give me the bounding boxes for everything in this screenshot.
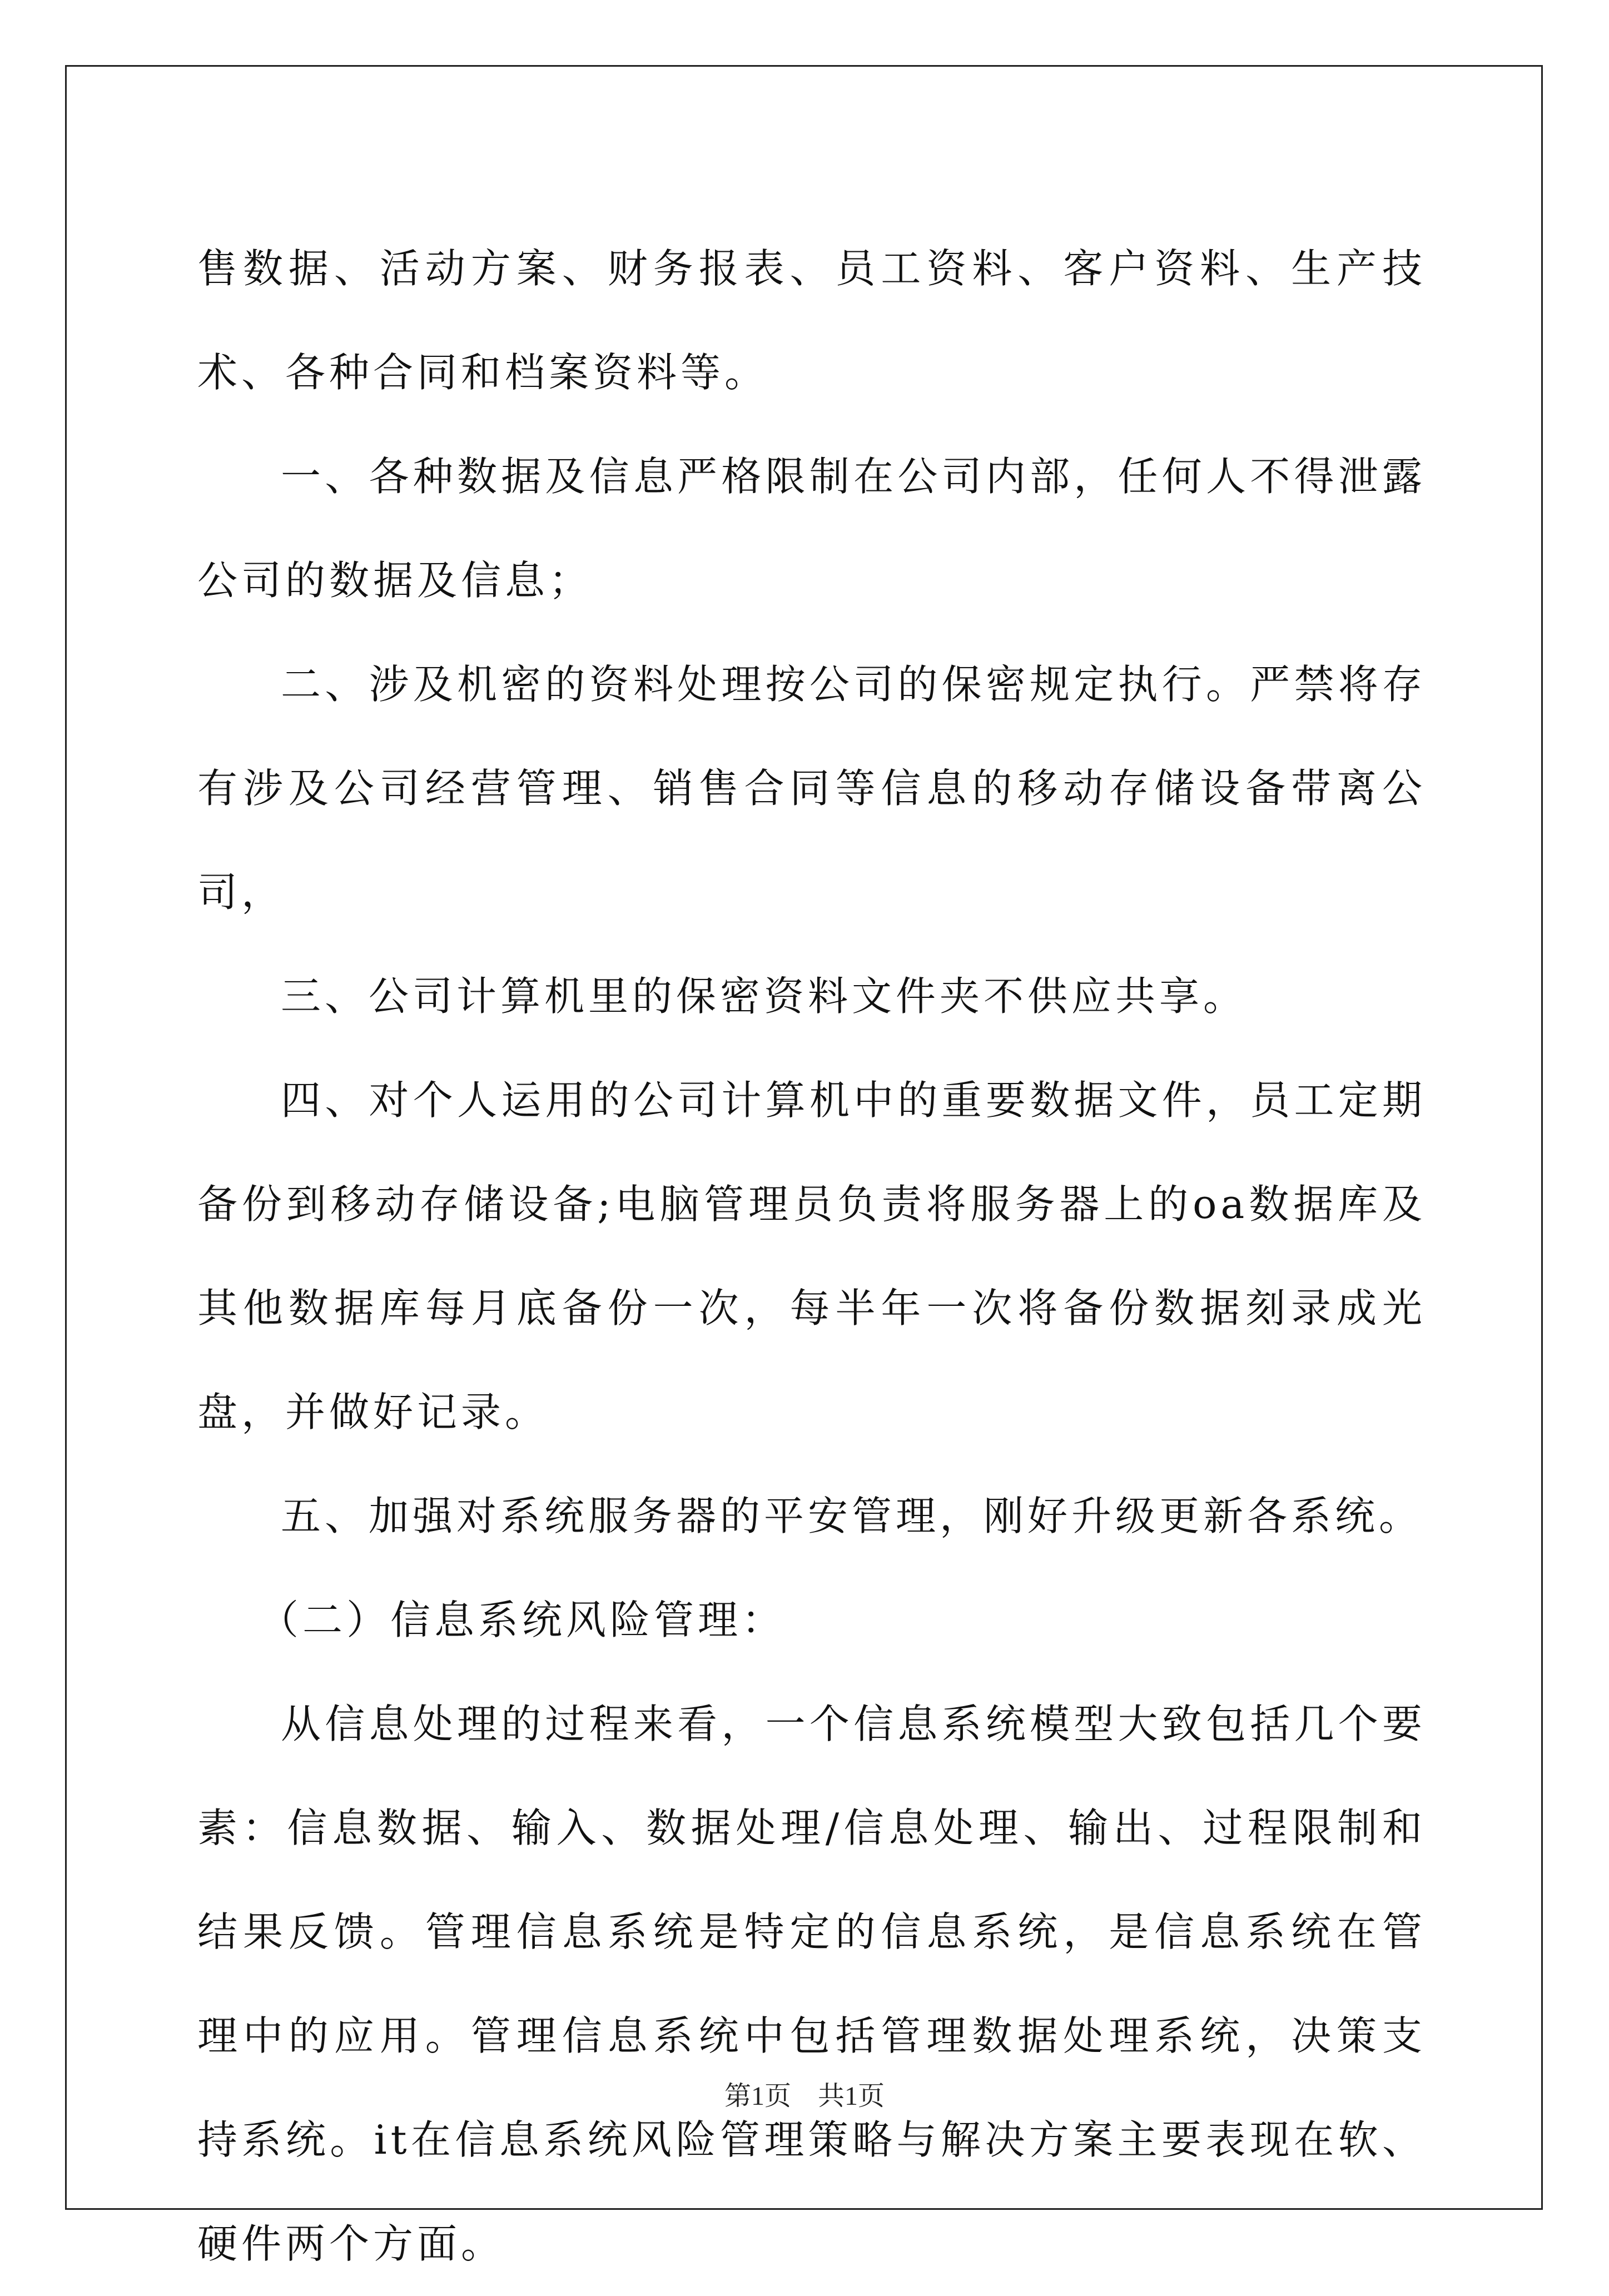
paragraph-item-4: 四、对个人运用的公司计算机中的重要数据文件，员工定期备份到移动存储设备;电脑管理员负责将服务器上的oa数据库及其他数据库每月底备份一次，每半年一次将备份数据刻录成光盘，并做好记录。 [197,1077,1426,1435]
paragraph-item-5: 五、加强对系统服务器的平安管理，刚好升级更新各系统。 [281,1493,1423,1539]
page-footer [0,2074,1609,2113]
paragraph-body: 从信息处理的过程来看，一个信息系统模型大致包括几个要素：信息数据、输入、数据处理/信息处理、输出、过程限制和结果反馈。管理信息系统是特定的信息系统，是信息系统在管理中的应用。管理信息系统中包括管理数据处理系统，决策支持系统。it在信息系统风险管理策略与解决方案主要表现在软、硬件两个方面。 [197,1701,1426,2267]
page-number: 第1页 [724,2081,791,2111]
paragraph-item-1: 一、各种数据及信息严格限制在公司内部，任何人不得泄露公司的数据及信息； [197,453,1426,604]
section-heading: （二）信息系统风险管理： [259,1597,786,1643]
paragraph-continued: 售数据、活动方案、财务报表、员工资料、客户资料、生产技术、各种合同和档案资料等。 [197,245,1426,396]
page-total: 共1页 [818,2081,885,2111]
document-body [197,217,1426,2296]
paragraph-item-3: 三、公司计算机里的保密资料文件夹不供应共享。 [281,973,1248,1020]
paragraph-item-2: 二、涉及机密的资料处理按公司的保密规定执行。严禁将存有涉及公司经营管理、销售合同等信息的移动存储设备带离公司， [197,661,1426,916]
